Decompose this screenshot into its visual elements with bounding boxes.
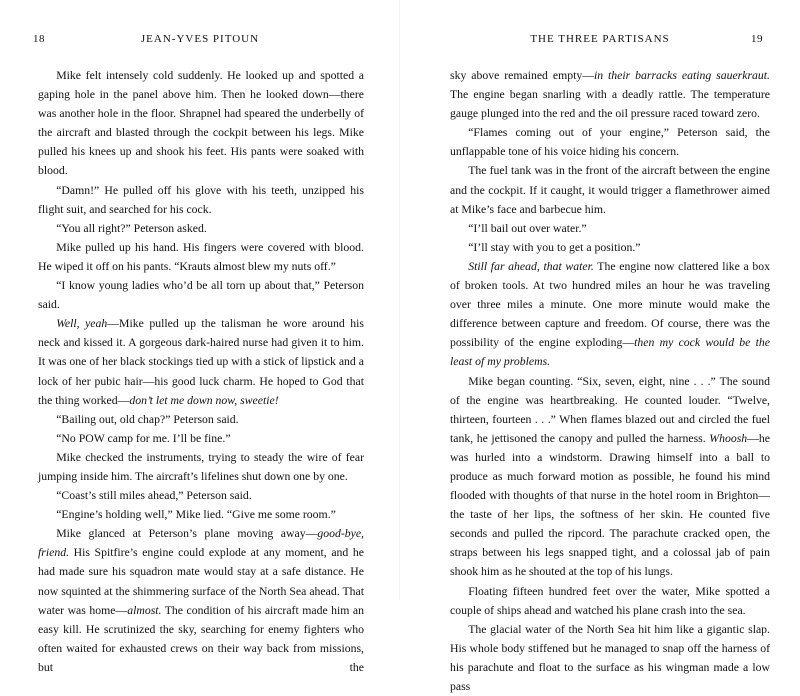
- paragraph: “Engine’s holding well,” Mike lied. “Give me some room.”: [56, 508, 336, 522]
- paragraph: “No POW camp for me. I’ll be fine.”: [56, 431, 231, 445]
- paragraph: Still far ahead, that water. The engine now clattered like a box of broken tools. At two hundred miles an hour he was traveling over three miles a minute. One more minute would make the difference between capture and freedom. Of course, there was the possibility of the engine exploding—then my cock would be the least of my problems.: [450, 259, 770, 369]
- paragraph: “Bailing out, old chap?” Peterson said.: [56, 412, 239, 426]
- body-text: [450, 66, 770, 696]
- running-head: JEAN-YVES PITOUN: [140, 33, 260, 45]
- paragraph: “Damn!” He pulled off his glove with his teeth, unzipped his flight suit, and searched for his cock.: [38, 183, 364, 216]
- paragraph: “I’ll stay with you to get a position.”: [468, 240, 641, 254]
- paragraph: “Flames coming out of your engine,” Peterson said, the unflappable tone of his voice hiding his concern.: [450, 126, 770, 159]
- running-head: THE THREE PARTISANS: [530, 33, 670, 45]
- left-page: [0, 0, 400, 674]
- paragraph: Mike began counting. “Six, seven, eight, nine . . .” The sound of the engine was heartbreaking. He counted louder. “Twelve, thirteen, fourteen . . .” When flames blazed out and circled the fuel tank, he jettisoned the canopy and pulled the harness. Whoosh—he was hurled into a windstorm. Drawing himself into a ball to produce as much forward motion as possible, he found his mind flooded with thoughts of that nurse in the hotel room in Brighton—the taste of her lips, the softness of her skin. He counted five seconds and pulled the ripcord. The parachute cracked open, the straps between his legs snapped tight, and a colossal jab of pain shook him as he shouted at the top of his lungs.: [450, 374, 770, 579]
- paragraph: “You all right?” Peterson asked.: [56, 221, 207, 235]
- paragraph: Mike checked the instruments, trying to steady the wire of fear jumping inside him. The aircraft’s lifelines shut down one by one.: [38, 450, 364, 483]
- paragraph: “Coast’s still miles ahead,” Peterson said.: [56, 489, 252, 503]
- right-page: [400, 0, 800, 693]
- body-text: [38, 66, 364, 677]
- paragraph: Mike pulled up his hand. His fingers were covered with blood. He wiped it off on his pants. “Krauts almost blew my nuts off.”: [38, 240, 364, 273]
- paragraph: The fuel tank was in the front of the aircraft between the engine and the cockpit. If it caught, it would trigger a flamethrower aimed at Mike’s face and barbecue him.: [450, 164, 770, 216]
- page-number: 19: [751, 33, 763, 45]
- paragraph: Well, yeah—Mike pulled up the talisman he wore around his neck and kissed it. A gorgeous dark-haired nurse had given it to him. It was one of her black stockings tied up with a stick of lipstick and a lock of her pubic hair—his good luck charm. He hoped to God that the thing worked—don’t let me down now, sweetie!: [38, 317, 364, 407]
- paragraph: sky above remained empty—in their barracks eating sauerkraut. The engine began snarling with a deadly rattle. The temperature gauge plunged into the red and the oil pressure raced toward zero.: [450, 69, 770, 121]
- paragraph: “I’ll bail out over water.”: [468, 221, 587, 235]
- page-number: 18: [33, 33, 45, 45]
- paragraph: Mike felt intensely cold suddenly. He looked up and spotted a gaping hole in the panel above him. Then he looked down—there was another hole in the floor. Shrapnel had speared the underbelly of the aircraft and blasted through the cockpit between his legs. Mike pulled his knees up and shook his feet. His pants were soaked with blood.: [38, 69, 364, 178]
- paragraph: Floating fifteen hundred feet over the water, Mike spotted a couple of ships ahead and watched his plane crash into the sea.: [450, 584, 770, 617]
- paragraph: Mike glanced at Peterson’s plane moving away—good-bye, friend. His Spitfire’s engine could explode at any moment, and he had made sure his squadron mate would stay at a safe distance. He now squinted at the shimmering surface of the North Sea ahead. That water was home—almost. The condition of his aircraft made him an easy kill. He scrutinized the sky, searching for enemy fighters who often waited for exhausted crews on their way back from missions, but the: [38, 527, 364, 674]
- paragraph: “I know young ladies who’d be all torn up about that,” Peterson said.: [38, 279, 364, 312]
- paragraph: The glacial water of the North Sea hit him like a gigantic slap. His whole body stiffened but he managed to snap off the harness of his parachute and float to the surface as his wingman made a low pass: [450, 622, 770, 693]
